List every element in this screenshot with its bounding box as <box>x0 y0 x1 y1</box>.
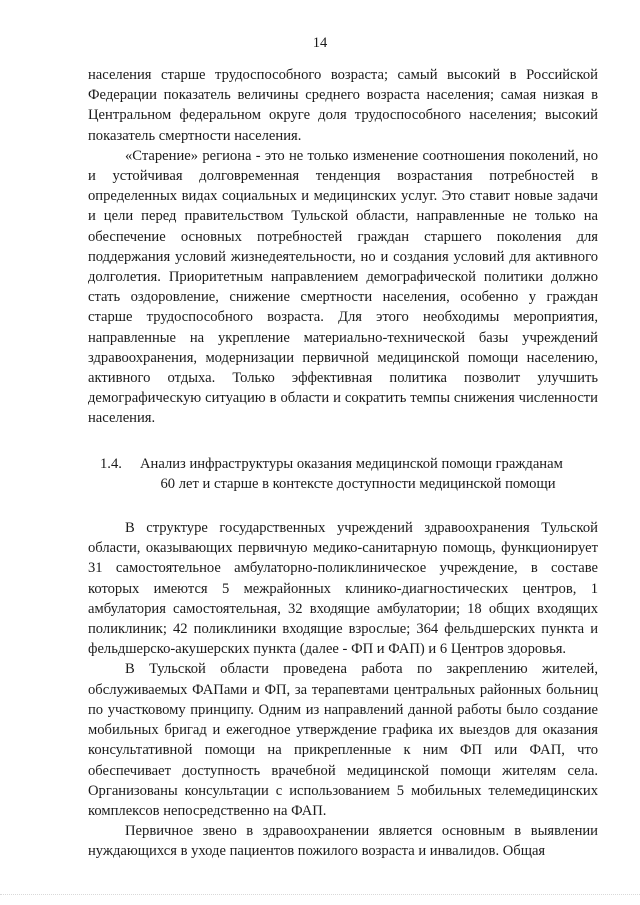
paragraph-structure: В структуре государственных учреждений здравоохранения Тульской области, оказывающих первичную медико-санитарную помощь, функционирует 31 самостоятельное амбулаторно-поликлиническое учреждение, в составе которых имеются 5 межрайонных клинико-диагностических центров, 1 амбулатория самостоятельная, 32 входящие амбулатории; 18 общих входящих поликлиник; 42 поликлиники входящие взрослые; 364 фельдшерских пункта и фельдшерско-акушерских пункта (далее - ФП и ФАП) и 6 Центров здоровья. <box>88 520 598 658</box>
section-number: 1.4. <box>100 455 122 472</box>
paragraph-primary-care: Первичное звено в здравоохранении является основным в выявлении нуждающихся в уходе пациентов пожилого возраста и инвалидов. Общая <box>88 823 598 860</box>
section-title-line1: Анализ инфраструктуры оказания медицинской помощи гражданам <box>140 455 563 472</box>
scan-edge-divider <box>0 894 640 897</box>
page-content <box>88 65 598 862</box>
section-title-line2: 60 лет и старше в контексте доступности медицинской помощи <box>160 475 556 492</box>
paragraph-mobile-teams: В Тульской области проведена работа по закреплению жителей, обслуживаемых ФАПами и ФП, за терапевтами центральных районных больниц по участковому принципу. Одним из направлений данной работы было создание мобильных бригад и ежегодное утверждение графика их выездов для оказания консультативной помощи на прикрепленные к ним ФП или ФАП, что обеспечивает доступность врачебной медицинской помощи жителям села. Организованы консультации с использованием 5 мобильных телемедицинских комплексов непосредственно на ФАП. <box>88 661 598 819</box>
page-number: 14 <box>312 35 328 51</box>
paragraph-aging: «Старение» региона - это не только изменение соотношения поколений, но и устойчивая долговременная тенденция возрастания потребностей в определенных видах социальных и медицинских услуг. Это ставит новые задачи и цели перед правительством Тульской области, направленные не только на обеспечение основных потребностей граждан старшего поколения для поддержания условий жизнедеятельности, но и создания условий для активного долголетия. Приоритетным направлением демографической политики должно стать оздоровление, снижение смертности населения, особенно у граждан старше трудоспособного возраста. Для этого необходимы мероприятия, направленные на укрепление материально-технической базы учреждений здравоохранения, модернизации первичной медицинской помощи населению, активного отдыха. Только эффективная политика позволит улучшить демографическую ситуацию в области и сократить темпы снижения численности населения. <box>88 147 598 427</box>
section-heading <box>88 454 598 494</box>
paragraph-continuation: населения старше трудоспособного возраста; самый высокий в Российской Федерации показатель величины среднего возраста населения; самая низкая в Центральном федеральном округе доля трудоспособного населения; высокий показатель смертности населения. <box>88 67 598 144</box>
section-heading-line1 <box>88 454 598 474</box>
